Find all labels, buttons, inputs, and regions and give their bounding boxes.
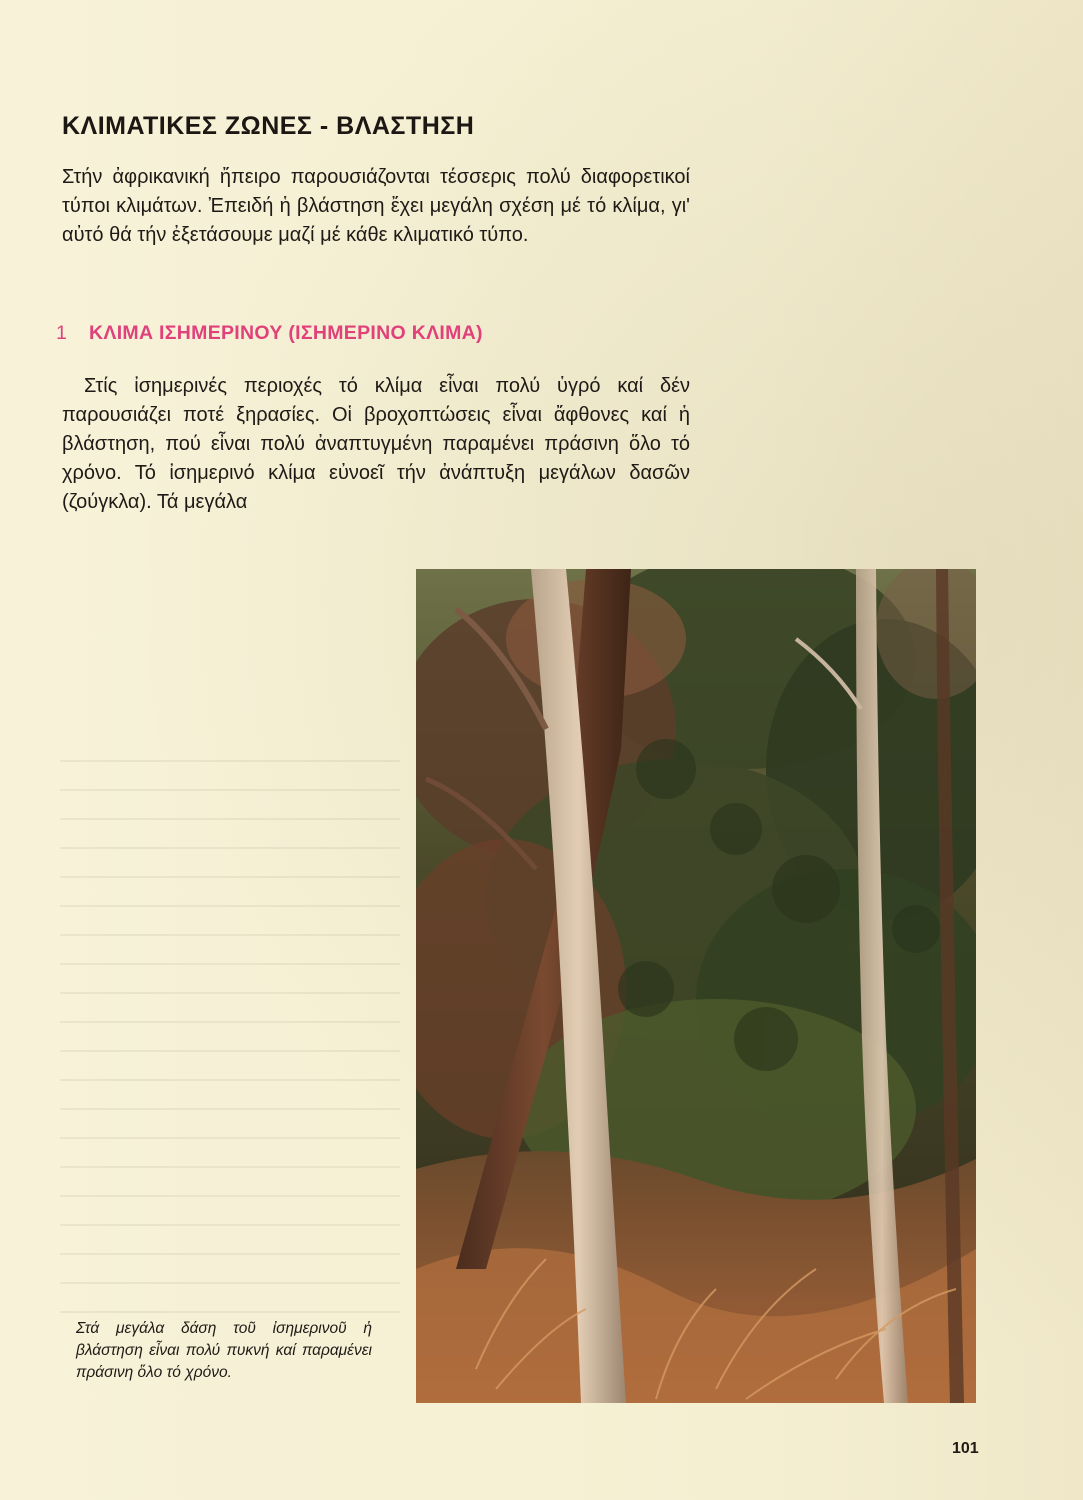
rainforest-photo (416, 569, 976, 1403)
subsection-number: 1 (56, 322, 68, 344)
bleed-through-text (60, 760, 400, 1320)
page-number: 101 (952, 1440, 979, 1457)
intro-paragraph: Στήν ἀφρικανική ἤπειρο παρουσιάζονται τέσσερις πολύ διαφορετικοί τύποι κλιμάτων. Ἐπειδή ἡ βλάστηση ἔχει μεγάλη σχέση μέ τό κλίμα, γι' αὐτό θά τήν ἐξετάσουμε μαζί μέ κάθε κλιματικό τύπο. (62, 166, 690, 246)
photo-caption: Στά μεγάλα δάση τοῦ ἰσημερινοῦ ἡ βλάστηση εἶναι πολύ πυκνή καί παραμένει πράσινη ὅλο τό χρόνο. (76, 1320, 372, 1381)
body-paragraph: Στίς ἰσημερινές περιοχές τό κλίμα εἶναι πολύ ὑγρό καί δέν παρουσιάζει ποτέ ξηρασίες. Οἱ βροχοπτώσεις εἶναι ἄφθονες καί ἡ βλάστηση, πού εἶναι πολύ ἀναπτυγμένη παραμένει πράσινη ὅλο τό χρόνο. Τό ἰσημερινό κλίμα εὐνοεῖ τήν ἀνάπτυξη μεγάλων δασῶν (ζούγκλα). Τά μεγάλα (62, 375, 690, 513)
subsection-title: ΚΛΙΜΑ ΙΣΗΜΕΡΙΝΟΥ (ΙΣΗΜΕΡΙΝΟ ΚΛΙΜΑ) (89, 322, 483, 344)
section-title: ΚΛΙΜΑΤΙΚΕΣ ΖΩΝΕΣ - ΒΛΑΣΤΗΣΗ (62, 112, 475, 140)
subsection-heading (56, 322, 483, 345)
